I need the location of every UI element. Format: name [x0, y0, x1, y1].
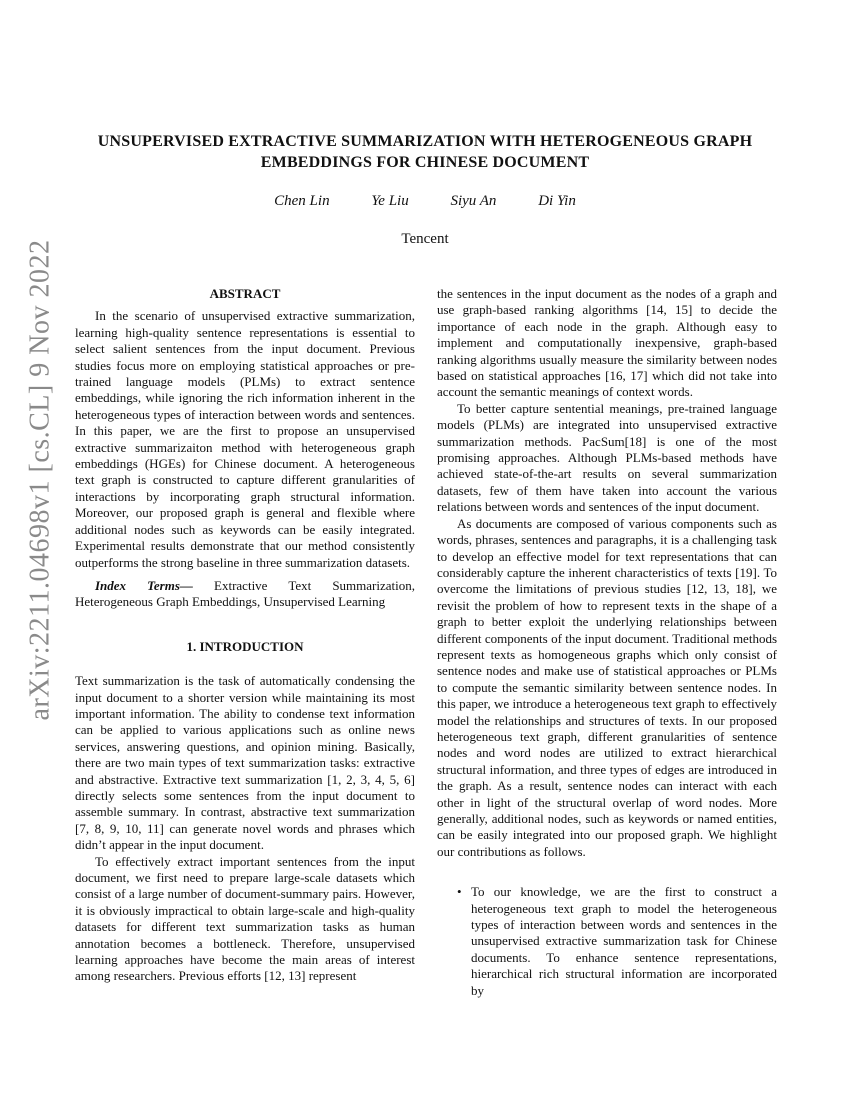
arxiv-stamp[interactable] — [18, 239, 62, 721]
intro-paragraph: As documents are composed of various components such as words, phrases, sentences and paragraphs, it is a challenging task to develop an effective model for text representations that can considerably capture the inherent characteristics of texts [19]. To overcome the limitations of previous studies [12, 13, 18], we revisit the problem of how to represent texts in the shape of a graph to better exploit the underlying relationships between different components of the input document. Traditional methods represent texts as homogeneous graphs which only consist of sentence nodes and make use of statistical approaches or PLMs to compute the semantic similarity between sentence nodes. In this paper, we introduce a heterogeneous text graph to effectively model the relationships and structures of texts. In our proposed heterogeneous text graph, different granularities of sentence nodes and word nodes are utilized to extract hierarchical structural information, and three types of edges are introduced in the graph. As a result, sentence nodes can interact with each other in light of the structural overlap of word nodes. More generally, additional nodes, such as keywords or named entities, can be easily integrated into our proposed graph. We highlight our contributions as follows. — [437, 515, 777, 859]
intro-paragraph: Text summarization is the task of automatically condensing the input document to a shorter version while maintaining its most important information. The ability to condense text information can be applied to various applications such as online news services, answering questions, and opinion mining. Basically, there are two main types of text summarization tasks: extractive and abstractive. Extractive text summarization [1, 2, 3, 4, 5, 6] directly selects some sentences from the input document to assemble summary. In contrast, abstractive text summarization [7, 8, 9, 10, 11] can generate novel words and phrases which didn’t appear in the input document. — [75, 673, 415, 853]
intro-paragraph: To effectively extract important sentences from the input document, we first need to prepare large-scale datasets which consist of a large number of document-summary pairs. However, it is obviously impractical to obtain large-scale and high-quality datasets for different text summarization tasks as human annotation becomes a bottleneck. Therefore, unsupervised learning approaches have become the main areas of interest among researchers. Previous efforts [12, 13] represent — [75, 853, 415, 984]
author-name: Ye Liu — [371, 193, 409, 209]
affiliation: Tencent — [401, 231, 449, 247]
index-terms-label: Index Terms— — [95, 577, 193, 593]
left-column — [75, 286, 415, 985]
abstract-body: In the scenario of unsupervised extractive summarization, learning high-quality sentence representations is essential to select salient sentences from the input document. Previous studies focus more on employing statistical approaches or pre-trained language models (PLMs) to extract sentence embeddings, while ignoring the rich information inherent in the heterogeneous types of interaction between words and sentences. In this paper, we are the first to propose an unsupervised extractive summarizaiton method with heterogeneous graph embeddings (HGEs) for Chinese document. A heterogeneous text graph is constructed to capture different granularities of interactions by incorporating graph structural information. Moreover, our proposed graph is general and flexible where additional nodes such as keywords can be easily integrated. Experimental results demonstrate that our method consistently outperforms the strong baseline in three summarization datasets. — [75, 308, 415, 570]
spacer — [437, 860, 777, 884]
index-terms — [75, 578, 415, 611]
author-name: Chen Lin — [274, 193, 330, 209]
introduction-heading: 1. INTRODUCTION — [186, 638, 304, 654]
arxiv-identifier[interactable]: arXiv:2211.04698v1 [cs.CL] 9 Nov 2022 — [24, 239, 55, 721]
intro-paragraph: the sentences in the input document as the nodes of a graph and use graph-based ranking algorithms [14, 15] to decide the importance of each node in the graph. Although easy to implement and computationally inexpensive, graph-based ranking algorithms usually measure the similarity between nodes based on statistical approaches [16, 17] which did not take into account the semantic meanings of context words. — [437, 286, 777, 400]
author-name: Siyu An — [450, 193, 497, 209]
contribution-list — [437, 884, 777, 999]
contribution-item: • To our knowledge, we are the first to construct a heterogeneous text graph to model the heterogeneous types of interaction between words and sentences in the unsupervised extractive summarization task for Chinese documents. To enhance sentence representations, hierarchical rich structural information are incorporated by — [471, 884, 777, 999]
abstract-heading: ABSTRACT — [209, 286, 281, 301]
right-column — [437, 286, 777, 999]
paper-title: UNSUPERVISED EXTRACTIVE SUMMARIZATION WITH HETEROGENEOUS GRAPH EMBEDDINGS FOR CHINESE DOCUMENT — [97, 133, 753, 171]
author-name: Di Yin — [538, 193, 576, 209]
index-terms-text: Extractive Text Summarization, Heterogeneous Graph Embeddings, Unsupervised Learning — [75, 577, 416, 610]
intro-paragraph: To better capture sentential meanings, pre-trained language models (PLMs) are integrated into unsupervised extractive summarization methods. PacSum[18] is one of the most promising approaches. Although PLMs-based methods have achieved state-of-the-art results on several summarization datasets, few of them have taken into account the various relations between words and sentences of the input document. — [437, 400, 777, 515]
author-list — [0, 193, 850, 210]
